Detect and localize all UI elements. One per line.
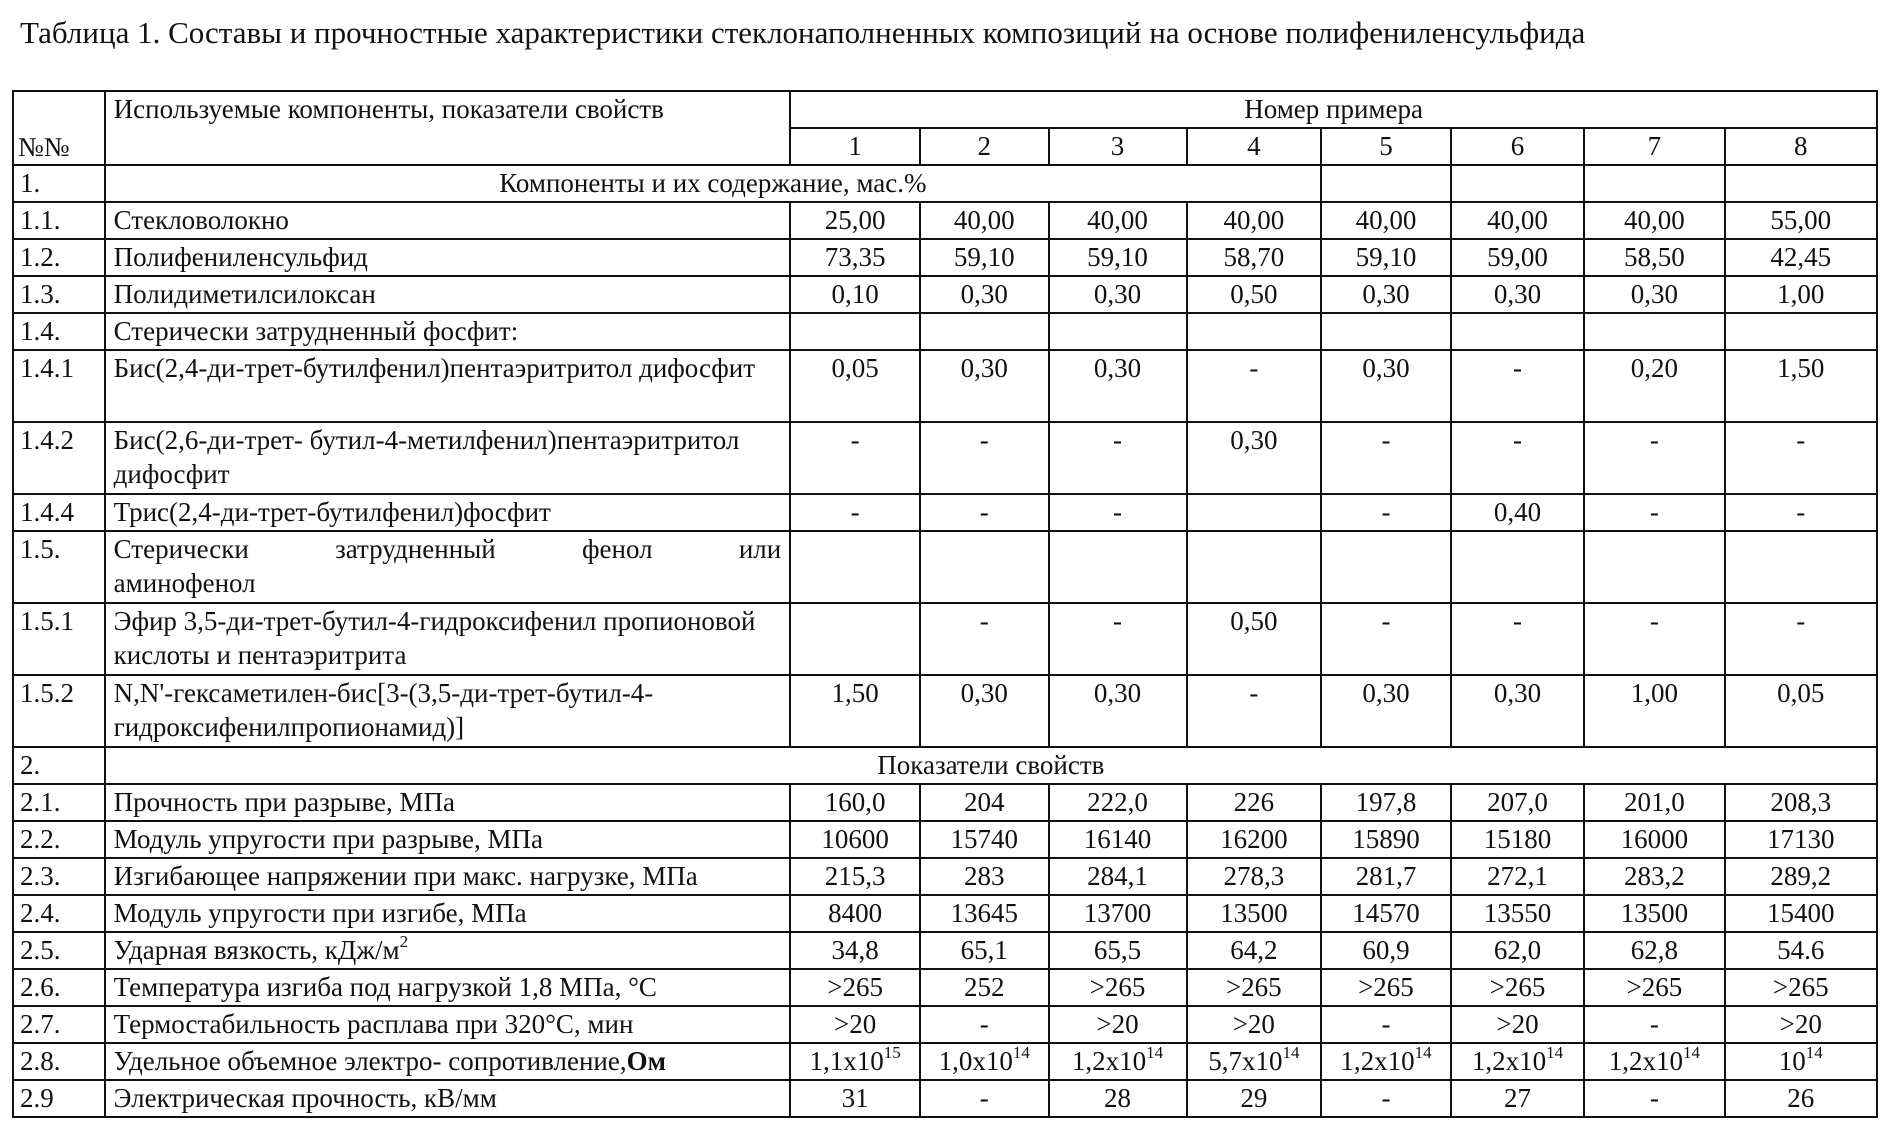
property-name xyxy=(105,1080,791,1117)
value-cell: 0,05 xyxy=(1725,675,1877,747)
value-exponent: 14 xyxy=(1682,1043,1700,1062)
property-name xyxy=(105,895,791,932)
property-name-text: Термостабильность расплава при 320°С, мин xyxy=(113,1009,634,1039)
value-cell: 197,8 xyxy=(1321,784,1451,821)
property-name xyxy=(105,858,791,895)
example-number: 7 xyxy=(1584,128,1724,165)
section-label: Компоненты и их содержание, мас.% xyxy=(105,165,1321,202)
value-cell: 226 xyxy=(1187,784,1322,821)
table-row xyxy=(13,531,1877,603)
value-cell: >20 xyxy=(1451,1006,1584,1043)
value-cell: 65,1 xyxy=(920,932,1049,969)
component-name-word: Стерически xyxy=(113,534,249,564)
value-cell: 289,2 xyxy=(1725,858,1877,895)
property-name xyxy=(105,1043,791,1080)
value-cell: 0,30 xyxy=(1321,350,1451,422)
row-number: 1.4.2 xyxy=(13,422,105,494)
value-cell: >20 xyxy=(1725,1006,1877,1043)
row-number: 1.5.2 xyxy=(13,675,105,747)
value-cell: - xyxy=(1584,603,1724,675)
value-cell xyxy=(1584,313,1724,350)
value-cell: - xyxy=(1451,603,1584,675)
value-cell xyxy=(1321,313,1451,350)
value-cell: 1,00 xyxy=(1584,675,1724,747)
value-cell: >265 xyxy=(1187,969,1322,1006)
value-cell: 0,30 xyxy=(920,350,1049,422)
value-cell: 17130 xyxy=(1725,821,1877,858)
row-number: 1.5. xyxy=(13,531,105,603)
row-number: 2.5. xyxy=(13,932,105,969)
empty-cell xyxy=(1584,165,1724,202)
value-cell xyxy=(1321,1043,1451,1080)
value-base: 5,7x10 xyxy=(1208,1046,1283,1076)
value-cell xyxy=(1451,1043,1584,1080)
value-cell: 13645 xyxy=(920,895,1049,932)
property-name-text: Ударная вязкость, кДж/м xyxy=(113,935,400,965)
value-cell xyxy=(1187,531,1322,603)
value-cell: 34,8 xyxy=(790,932,920,969)
row-number: 1.3. xyxy=(13,276,105,313)
component-name: Полидиметилсилоксан xyxy=(105,276,791,313)
value-exponent: 14 xyxy=(1012,1043,1030,1062)
component-name: N,N'-гексаметилен-бис[3-(3,5-ди-трет-бутил-4-гидроксифенилпропионамид)] xyxy=(105,675,791,747)
property-name-text: Прочность при разрыве, МПа xyxy=(113,787,455,817)
value-cell: 58,70 xyxy=(1187,239,1322,276)
value-cell xyxy=(790,1043,920,1080)
value-cell: >20 xyxy=(1187,1006,1322,1043)
property-name xyxy=(105,969,791,1006)
value-cell: 204 xyxy=(920,784,1049,821)
value-cell: - xyxy=(1321,603,1451,675)
value-cell xyxy=(1725,313,1877,350)
value-cell xyxy=(920,1043,1049,1080)
value-cell: 65,5 xyxy=(1049,932,1187,969)
table-row xyxy=(13,1080,1877,1117)
col-examples-header: Номер примера xyxy=(790,91,1877,128)
table-row xyxy=(13,895,1877,932)
value-cell xyxy=(1725,531,1877,603)
value-cell: 26 xyxy=(1725,1080,1877,1117)
component-name: Стекловолокно xyxy=(105,202,791,239)
component-name-word: затрудненный xyxy=(335,534,496,564)
value-cell xyxy=(1584,1043,1724,1080)
value-cell: - xyxy=(1584,1080,1724,1117)
value-cell: 8400 xyxy=(790,895,920,932)
value-cell: 0,30 xyxy=(1584,276,1724,313)
value-cell: - xyxy=(1451,350,1584,422)
value-cell xyxy=(920,313,1049,350)
value-cell: >265 xyxy=(1725,969,1877,1006)
value-exponent: 14 xyxy=(1546,1043,1564,1062)
value-cell: 0,05 xyxy=(790,350,920,422)
value-cell: 59,00 xyxy=(1451,239,1584,276)
row-number: 2.2. xyxy=(13,821,105,858)
value-cell: - xyxy=(1725,494,1877,531)
value-cell: - xyxy=(920,1080,1049,1117)
table-row xyxy=(13,1006,1877,1043)
property-name-text: Изгибающее напряжении при макс. нагрузке, МПа xyxy=(113,861,698,891)
value-cell: - xyxy=(1187,350,1322,422)
table-row xyxy=(13,675,1877,747)
value-base: 1,2x10 xyxy=(1608,1046,1683,1076)
component-name: Бис(2,4-ди-трет-бутилфенил)пентаэритритол дифосфит xyxy=(105,350,791,422)
value-cell: 160,0 xyxy=(790,784,920,821)
value-cell xyxy=(790,603,920,675)
component-name-word: фенол xyxy=(582,534,653,564)
value-cell xyxy=(1321,531,1451,603)
value-cell: 201,0 xyxy=(1584,784,1724,821)
row-number: 1.2. xyxy=(13,239,105,276)
value-cell: 283 xyxy=(920,858,1049,895)
value-cell: 272,1 xyxy=(1451,858,1584,895)
value-cell: >265 xyxy=(1584,969,1724,1006)
row-number: 2.1. xyxy=(13,784,105,821)
value-cell xyxy=(1187,494,1322,531)
row-number: 2.3. xyxy=(13,858,105,895)
value-cell: 40,00 xyxy=(1321,202,1451,239)
row-number: 2. xyxy=(13,747,105,784)
value-cell: - xyxy=(1187,675,1322,747)
value-cell: - xyxy=(790,494,920,531)
value-cell: 42,45 xyxy=(1725,239,1877,276)
empty-cell xyxy=(1321,165,1451,202)
value-cell: >20 xyxy=(1049,1006,1187,1043)
value-cell: 0,30 xyxy=(1049,675,1187,747)
value-cell xyxy=(1451,313,1584,350)
value-exponent: 14 xyxy=(1805,1043,1823,1062)
table-row xyxy=(13,494,1877,531)
component-name xyxy=(105,531,791,603)
value-cell xyxy=(1049,313,1187,350)
value-cell: 59,10 xyxy=(1049,239,1187,276)
value-cell: - xyxy=(1321,1080,1451,1117)
value-cell: - xyxy=(920,1006,1049,1043)
value-cell: - xyxy=(1321,1006,1451,1043)
table-row xyxy=(13,821,1877,858)
row-number: 1.1. xyxy=(13,202,105,239)
property-name-text: Удельное объемное электро- сопротивление, xyxy=(113,1046,627,1076)
property-unit: Ом xyxy=(626,1046,667,1076)
table-row xyxy=(13,784,1877,821)
value-exponent: 14 xyxy=(1146,1043,1164,1062)
example-number: 6 xyxy=(1451,128,1584,165)
value-cell: 16200 xyxy=(1187,821,1322,858)
value-cell xyxy=(1049,1043,1187,1080)
value-cell: - xyxy=(1321,494,1451,531)
table-title: Таблица 1. Составы и прочностные характеристики стеклонаполненных композиций на основе полифениленсульфида xyxy=(20,15,1586,50)
value-cell: 278,3 xyxy=(1187,858,1322,895)
value-cell: 62,8 xyxy=(1584,932,1724,969)
section-row xyxy=(13,747,1877,784)
table-row xyxy=(13,313,1877,350)
value-cell: >265 xyxy=(1451,969,1584,1006)
value-cell xyxy=(1187,1043,1322,1080)
value-cell: 40,00 xyxy=(1187,202,1322,239)
value-cell: 10600 xyxy=(790,821,920,858)
row-number: 1.4.1 xyxy=(13,350,105,422)
value-cell: 62,0 xyxy=(1451,932,1584,969)
value-cell xyxy=(790,531,920,603)
component-name-line xyxy=(114,532,782,566)
value-cell: - xyxy=(1584,1006,1724,1043)
value-cell: 64,2 xyxy=(1187,932,1322,969)
table-row xyxy=(13,603,1877,675)
row-number: 1.4.4 xyxy=(13,494,105,531)
component-name: Трис(2,4-ди-трет-бутилфенил)фосфит xyxy=(105,494,791,531)
value-cell: 13500 xyxy=(1584,895,1724,932)
value-cell: 0,30 xyxy=(1049,350,1187,422)
value-cell: 40,00 xyxy=(1584,202,1724,239)
value-cell: 0,30 xyxy=(1049,276,1187,313)
value-cell: 58,50 xyxy=(1584,239,1724,276)
value-cell: - xyxy=(1725,603,1877,675)
value-cell: 40,00 xyxy=(1049,202,1187,239)
value-cell: 0,50 xyxy=(1187,603,1322,675)
example-number: 4 xyxy=(1187,128,1322,165)
value-cell: 28 xyxy=(1049,1080,1187,1117)
value-cell xyxy=(920,531,1049,603)
row-number: 2.8. xyxy=(13,1043,105,1080)
row-number: 2.9 xyxy=(13,1080,105,1117)
value-cell: - xyxy=(1725,422,1877,494)
row-number: 1.4. xyxy=(13,313,105,350)
value-cell: 0,30 xyxy=(1321,276,1451,313)
example-number: 8 xyxy=(1725,128,1877,165)
value-cell: >265 xyxy=(1049,969,1187,1006)
property-name-text: Модуль упругости при изгибе, МПа xyxy=(113,898,527,928)
component-name: Стерически затрудненный фосфит: xyxy=(105,313,791,350)
value-cell: 40,00 xyxy=(1451,202,1584,239)
row-number: 1.5.1 xyxy=(13,603,105,675)
component-name: Эфир 3,5-ди-трет-бутил-4-гидроксифенил пропионовой кислоты и пентаэритрита xyxy=(105,603,791,675)
value-cell: - xyxy=(790,422,920,494)
value-cell: - xyxy=(1584,422,1724,494)
value-cell: 73,35 xyxy=(790,239,920,276)
value-cell: 281,7 xyxy=(1321,858,1451,895)
property-name xyxy=(105,1006,791,1043)
value-cell: 15740 xyxy=(920,821,1049,858)
table-row xyxy=(13,276,1877,313)
value-cell xyxy=(1451,531,1584,603)
component-name-line: аминофенол xyxy=(113,568,256,598)
value-base: 1,2x10 xyxy=(1340,1046,1415,1076)
value-cell: 31 xyxy=(790,1080,920,1117)
table-row xyxy=(13,969,1877,1006)
value-cell: >265 xyxy=(1321,969,1451,1006)
value-base: 1,1x10 xyxy=(809,1046,884,1076)
value-cell: 59,10 xyxy=(1321,239,1451,276)
value-cell: 284,1 xyxy=(1049,858,1187,895)
value-cell xyxy=(1187,313,1322,350)
table-row xyxy=(13,858,1877,895)
value-cell: 15890 xyxy=(1321,821,1451,858)
unit-exponent: 2 xyxy=(399,932,409,951)
value-base: 1,0x10 xyxy=(938,1046,1013,1076)
value-cell: - xyxy=(1584,494,1724,531)
value-cell: 13500 xyxy=(1187,895,1322,932)
composition-table xyxy=(12,90,1878,1118)
value-cell: 283,2 xyxy=(1584,858,1724,895)
empty-cell xyxy=(1451,165,1584,202)
section-row xyxy=(13,165,1877,202)
value-base: 1,2x10 xyxy=(1071,1046,1147,1076)
property-name-text: Электрическая прочность, кВ/мм xyxy=(113,1083,497,1113)
property-name-text: Модуль упругости при разрыве, МПа xyxy=(113,824,543,854)
value-cell: 60,9 xyxy=(1321,932,1451,969)
property-name xyxy=(105,932,791,969)
property-name xyxy=(105,821,791,858)
value-cell: 0,30 xyxy=(1321,675,1451,747)
value-cell: 16140 xyxy=(1049,821,1187,858)
value-cell: 0,30 xyxy=(1187,422,1322,494)
table-row xyxy=(13,202,1877,239)
value-exponent: 15 xyxy=(883,1043,901,1062)
value-base: 1,2x10 xyxy=(1471,1046,1547,1076)
table-row xyxy=(13,239,1877,276)
value-cell: 15180 xyxy=(1451,821,1584,858)
value-cell xyxy=(1049,531,1187,603)
value-cell: 0,10 xyxy=(790,276,920,313)
value-cell: 207,0 xyxy=(1451,784,1584,821)
row-number: 1. xyxy=(13,165,105,202)
value-cell: 29 xyxy=(1187,1080,1322,1117)
value-cell: 55,00 xyxy=(1725,202,1877,239)
value-cell: 0,50 xyxy=(1187,276,1322,313)
value-cell: 15400 xyxy=(1725,895,1877,932)
value-cell: 0,40 xyxy=(1451,494,1584,531)
property-name xyxy=(105,784,791,821)
table-row xyxy=(13,422,1877,494)
table-row xyxy=(13,932,1877,969)
value-cell: 0,20 xyxy=(1584,350,1724,422)
value-base: 10 xyxy=(1778,1046,1806,1076)
table-row xyxy=(13,350,1877,422)
value-exponent: 14 xyxy=(1414,1043,1432,1062)
value-cell xyxy=(1584,531,1724,603)
value-cell: 0,30 xyxy=(1451,276,1584,313)
value-cell: >265 xyxy=(790,969,920,1006)
value-cell: 1,00 xyxy=(1725,276,1877,313)
property-name-text: Температура изгиба под нагрузкой 1,8 МПа, °С xyxy=(113,972,657,1002)
component-name: Бис(2,6-ди-трет- бутил-4-метилфенил)пентаэритритол дифосфит xyxy=(105,422,791,494)
value-cell: 215,3 xyxy=(790,858,920,895)
value-cell: - xyxy=(1049,603,1187,675)
value-cell: - xyxy=(920,494,1049,531)
example-number: 2 xyxy=(920,128,1049,165)
value-cell xyxy=(790,313,920,350)
value-cell: 13550 xyxy=(1451,895,1584,932)
value-cell: >20 xyxy=(790,1006,920,1043)
value-exponent: 14 xyxy=(1282,1043,1300,1062)
value-cell: 27 xyxy=(1451,1080,1584,1117)
value-cell: 0,30 xyxy=(1451,675,1584,747)
value-cell: 222,0 xyxy=(1049,784,1187,821)
value-cell: - xyxy=(1321,422,1451,494)
component-name: Полифениленсульфид xyxy=(105,239,791,276)
example-number: 3 xyxy=(1049,128,1187,165)
value-cell: - xyxy=(1049,422,1187,494)
col-components-header: Используемые компоненты, показатели свойств xyxy=(105,91,791,165)
row-number: 2.7. xyxy=(13,1006,105,1043)
value-cell: 13700 xyxy=(1049,895,1187,932)
header-row xyxy=(13,91,1877,128)
value-cell: 54.6 xyxy=(1725,932,1877,969)
example-number: 1 xyxy=(790,128,920,165)
value-cell xyxy=(1725,1043,1877,1080)
col-number-header: №№ xyxy=(13,91,105,165)
row-number: 2.4. xyxy=(13,895,105,932)
value-cell: 40,00 xyxy=(920,202,1049,239)
value-cell: 0,30 xyxy=(920,276,1049,313)
table-row xyxy=(13,1043,1877,1080)
value-cell: 59,10 xyxy=(920,239,1049,276)
section-label: Показатели свойств xyxy=(105,747,1877,784)
empty-cell xyxy=(1725,165,1877,202)
value-cell: - xyxy=(1049,494,1187,531)
component-name-word: или xyxy=(738,534,782,564)
value-cell: - xyxy=(920,603,1049,675)
row-number: 2.6. xyxy=(13,969,105,1006)
value-cell: - xyxy=(1451,422,1584,494)
value-cell: 1,50 xyxy=(1725,350,1877,422)
value-cell: 16000 xyxy=(1584,821,1724,858)
example-number: 5 xyxy=(1321,128,1451,165)
value-cell: 0,30 xyxy=(920,675,1049,747)
value-cell: - xyxy=(920,422,1049,494)
value-cell: 25,00 xyxy=(790,202,920,239)
value-cell: 1,50 xyxy=(790,675,920,747)
value-cell: 252 xyxy=(920,969,1049,1006)
value-cell: 208,3 xyxy=(1725,784,1877,821)
value-cell: 14570 xyxy=(1321,895,1451,932)
